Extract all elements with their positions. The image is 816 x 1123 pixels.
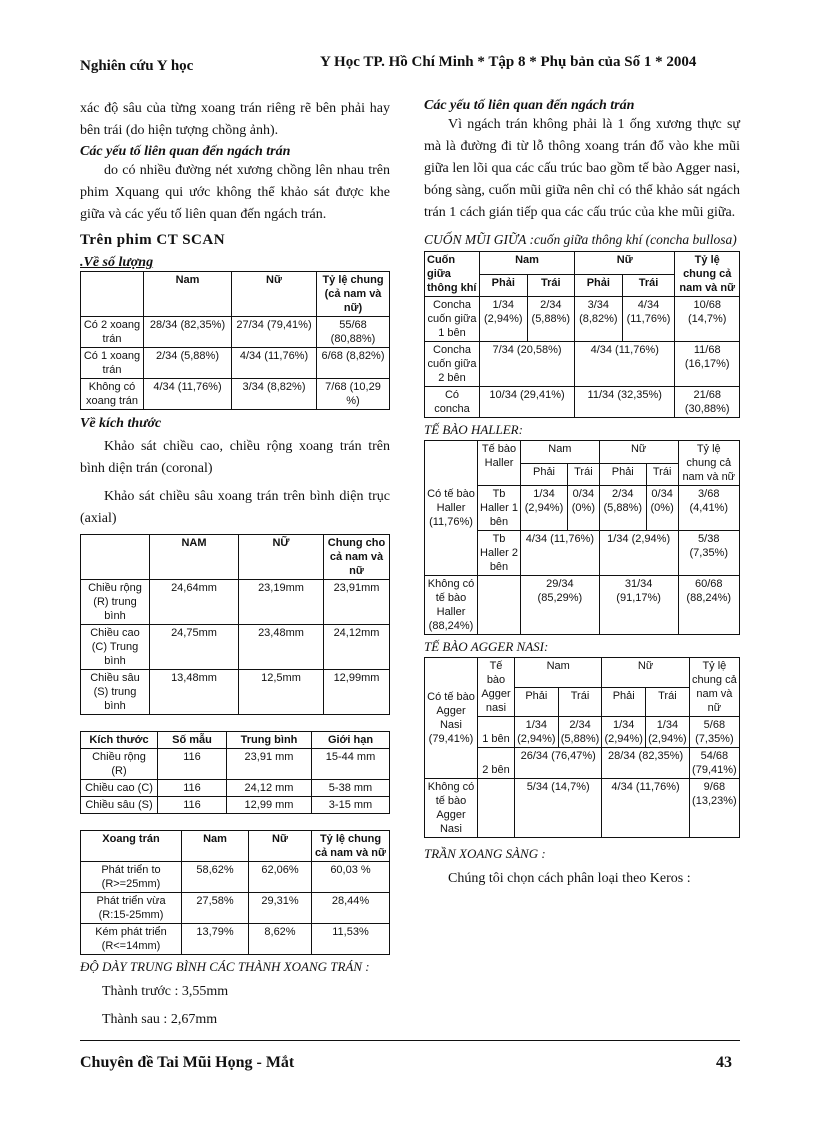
table-cell: 1/34 (2,94%): [515, 717, 559, 748]
table-cell: 54/68 (79,41%): [689, 748, 739, 779]
table-row: [81, 780, 390, 797]
table-cell: Không có tế bào Haller (88,24%): [425, 576, 478, 635]
running-header-right: Y Học TP. Hồ Chí Minh * Tập 8 * Phụ bản của Số 1 * 2004: [320, 54, 697, 70]
table-cell: 29/34 (85,29%): [521, 576, 600, 635]
table-cell: Phát triển to (R>=25mm): [81, 862, 182, 893]
table-cell: 29,31%: [249, 893, 312, 924]
table-cell: 21/68 (30,88%): [675, 387, 740, 418]
table-cell: [478, 576, 521, 635]
table-cell: 11/68 (16,17%): [675, 342, 740, 387]
table-cell: 11/34 (32,35%): [575, 387, 675, 418]
table-cell: 1/34 (2,94%): [646, 717, 690, 748]
table-cell: 23,91 mm: [227, 749, 312, 780]
page-number: 43: [716, 1054, 732, 1071]
paragraph: Khảo sát chiều sâu xoang trán trên bình diện trục (axial): [80, 489, 390, 526]
table-cell: Kém phát triển (R<=14mm): [81, 924, 182, 955]
section-heading: Về kích thước: [80, 416, 162, 431]
table-header: Trái: [622, 274, 675, 297]
table-cell: Có tế bào Agger Nasi (79,41%): [425, 658, 478, 779]
paragraph: Chúng tôi chọn cách phân loại theo Keros :: [448, 871, 691, 886]
table-header: Phải: [575, 274, 623, 297]
table-cell: Phát triển vừa (R:15-25mm): [81, 893, 182, 924]
table-cell: 55/68 (80,88%): [317, 317, 390, 348]
table-cell: Có concha: [425, 387, 480, 418]
table-cell: 12,5mm: [239, 670, 324, 715]
table-cell: 13,48mm: [150, 670, 239, 715]
table-header: Tế bào Haller: [478, 441, 521, 486]
table-cell: 4/34 (11,76%): [575, 342, 675, 387]
table-cell: 12,99mm: [324, 670, 390, 715]
table-cell: 2/34 (5,88%): [527, 297, 575, 342]
table-dimension-range: [80, 731, 390, 814]
table-header: Trái: [646, 687, 690, 717]
table-header: Nam: [182, 831, 249, 862]
table-cell: Chiều cao (C) Trung bình: [81, 625, 150, 670]
table-header: Xoang trán: [81, 831, 182, 862]
table-cell: Tb Haller 1 bên: [478, 486, 521, 531]
table-cell: 116: [158, 780, 227, 797]
section-heading: CUỐN MŨI GIỮA :cuốn giữa thông khí (concha bullosa): [424, 232, 737, 247]
table-row: [81, 379, 390, 410]
table-cell: 3/34 (8,82%): [575, 297, 623, 342]
table-cell: 1/34 (2,94%): [602, 717, 646, 748]
table-row: [81, 924, 390, 955]
section-heading: TRẦN XOANG SÀNG :: [424, 846, 546, 861]
table-cell: 24,64mm: [150, 580, 239, 625]
paragraph: Vì ngách trán không phải là 1 ống xương thực sự mà là đường đi từ lỗ thông xoang trán đổ vào khe mũi giữa len lõi qua các cấu trúc bao gồm tế bào Agger nasi, bóng sàng, cuốn mũi giữa nên chỉ có thể khảo sát ngách trán 1 cách gián tiếp qua các cấu trúc của khe mũi giữa.: [424, 117, 740, 220]
right-column: [424, 98, 740, 890]
table-cell: 24,75mm: [150, 625, 239, 670]
table-header: Phải: [515, 687, 559, 717]
table-header: Nữ: [602, 658, 689, 688]
table-cell: 2/34 (5,88%): [558, 717, 602, 748]
table-cell: 1/34 (2,94%): [599, 531, 678, 576]
table-header: Nam: [515, 658, 602, 688]
table-header: Trái: [568, 463, 600, 486]
table-cell: 3-15 mm: [312, 797, 390, 814]
table-cell: 5/68 (7,35%): [689, 717, 739, 748]
table-cell: 4/34 (11,76%): [602, 779, 689, 838]
table-cell: 116: [158, 797, 227, 814]
table-header: Kích thước: [81, 732, 158, 749]
table-cell: 23,91mm: [324, 580, 390, 625]
table-cell: [478, 779, 515, 838]
table-cell: Chiều rộng (R): [81, 749, 158, 780]
section-heading: .Về số lượng: [80, 255, 154, 270]
table-cell: 13,79%: [182, 924, 249, 955]
table-cell: 62,06%: [249, 862, 312, 893]
table-cell: 31/34 (91,17%): [599, 576, 678, 635]
table-cell: 116: [158, 749, 227, 780]
table-header: Trái: [558, 687, 602, 717]
table-cell: Có tế bào Haller (11,76%): [425, 486, 478, 576]
table-row: [425, 342, 740, 387]
table-cell: 27,58%: [182, 893, 249, 924]
table-header: Trái: [646, 463, 678, 486]
table-cell: Không có tế bào Agger Nasi: [425, 779, 478, 838]
table-cell: 3/34 (8,82%): [232, 379, 317, 410]
table-header: NỮ: [239, 535, 324, 580]
table-cell: 26/34 (76,47%): [515, 748, 602, 779]
table-header: Số mẫu: [158, 732, 227, 749]
table-cell: 15-44 mm: [312, 749, 390, 780]
table-cell: 27/34 (79,41%): [232, 317, 317, 348]
table-row: [81, 625, 390, 670]
table-cell: Tb Haller 2 bên: [478, 531, 521, 576]
section-heading: TẾ BÀO HALLER:: [424, 422, 523, 437]
table-row: [425, 387, 740, 418]
table-cell: Có 1 xoang trán: [81, 348, 144, 379]
table-header: Giới hạn: [312, 732, 390, 749]
table-cell: 2 bên: [478, 748, 515, 779]
table-header: Nam: [521, 441, 600, 464]
table-cell: Chiều sâu (S) trung bình: [81, 670, 150, 715]
table-cell: 6/68 (8,82%): [317, 348, 390, 379]
table-cell: 24,12 mm: [227, 780, 312, 797]
table-row: [425, 486, 740, 531]
table-header: [81, 272, 144, 317]
table-cell: 23,48mm: [239, 625, 324, 670]
paragraph: xác độ sâu của từng xoang trán riêng rẽ bên phải hay bên trái (do hiện tượng chồng ảnh).: [80, 101, 390, 138]
table-row: [81, 797, 390, 814]
table-cell: 0/34 (0%): [646, 486, 678, 531]
table-concha: [424, 251, 740, 418]
table-cell: 3/68 (4,41%): [678, 486, 740, 531]
table-cell: 1 bên: [478, 717, 515, 748]
table-header: Tỷ lệ chung cả nam và nữ: [678, 441, 740, 486]
table-cell: 4/34 (11,76%): [521, 531, 600, 576]
table-cell: 60/68 (88,24%): [678, 576, 740, 635]
table-row: [81, 862, 390, 893]
footer-rule: [80, 1040, 740, 1041]
table-cell: 0/34 (0%): [568, 486, 600, 531]
table-cell: 4/34 (11,76%): [232, 348, 317, 379]
table-cell: 7/68 (10,29 %): [317, 379, 390, 410]
table-cell: 1/34 (2,94%): [480, 297, 528, 342]
table-header: Nữ: [249, 831, 312, 862]
table-agger-nasi: [424, 657, 740, 838]
table-cell: Concha cuốn giữa 2 bên: [425, 342, 480, 387]
table-cell: Chiều rộng (R) trung bình: [81, 580, 150, 625]
table-cell: 28/34 (82,35%): [144, 317, 232, 348]
table-header: Tỷ lệ chung cả nam và nữ: [689, 658, 739, 717]
table-header: Phải: [599, 463, 646, 486]
table-cell: Chiều cao (C): [81, 780, 158, 797]
table-header: Phải: [480, 274, 528, 297]
table-row: [425, 779, 740, 838]
table-cell: 4/34 (11,76%): [144, 379, 232, 410]
table-cell: 28,44%: [312, 893, 390, 924]
table-row: [425, 297, 740, 342]
table-cell: 10/68 (14,7%): [675, 297, 740, 342]
table-development: [80, 830, 390, 955]
table-cell: 11,53%: [312, 924, 390, 955]
table-cell: Chiều sâu (S): [81, 797, 158, 814]
table-header: Phải: [602, 687, 646, 717]
section-heading: Trên phim CT SCAN: [80, 232, 226, 248]
section-heading: Các yếu tố liên quan đến ngách trán: [424, 98, 635, 113]
table-header: [81, 535, 150, 580]
text-line: Thành trước : 3,55mm: [102, 984, 229, 999]
table-cell: 2/34 (5,88%): [599, 486, 646, 531]
paragraph: Khảo sát chiều cao, chiều rộng xoang trán trên bình diện trán (coronal): [80, 439, 390, 476]
section-heading: Các yếu tố liên quan đến ngách trán: [80, 144, 291, 159]
table-cell: 23,19mm: [239, 580, 324, 625]
table-cell: 9/68 (13,23%): [689, 779, 739, 838]
table-header: Tỷ lệ chung cả nam và nữ: [312, 831, 390, 862]
table-header: Tỷ lệ chung (cả nam và nữ): [317, 272, 390, 317]
table-cell: 10/34 (29,41%): [480, 387, 575, 418]
table-row: [81, 893, 390, 924]
table-header: Tỷ lệ chung cả nam và nữ: [675, 252, 740, 297]
table-cell: 58,62%: [182, 862, 249, 893]
table-header: Nam: [480, 252, 575, 275]
table-cell: Không có xoang trán: [81, 379, 144, 410]
table-header: Phải: [521, 463, 568, 486]
table-header: Nữ: [232, 272, 317, 317]
table-header: Tế bào Agger nasi: [478, 658, 515, 717]
table-header: Nam: [144, 272, 232, 317]
table-cell: 2/34 (5,88%): [144, 348, 232, 379]
table-size: [80, 534, 390, 715]
table-header: Cuốn giữa thông khí: [425, 252, 480, 297]
section-heading: TẾ BÀO AGGER NASI:: [424, 639, 549, 654]
table-cell: 4/34 (11,76%): [622, 297, 675, 342]
table-row: [81, 670, 390, 715]
table-header: NAM: [150, 535, 239, 580]
table-cell: 1/34 (2,94%): [521, 486, 568, 531]
table-cell: Có 2 xoang trán: [81, 317, 144, 348]
footer-title: Chuyên đề Tai Mũi Họng - Mắt: [80, 1054, 295, 1071]
table-cell: 7/34 (20,58%): [480, 342, 575, 387]
table-cell: 60,03 %: [312, 862, 390, 893]
table-cell: 5/34 (14,7%): [515, 779, 602, 838]
table-cell: 28/34 (82,35%): [602, 748, 689, 779]
table-row: [81, 580, 390, 625]
running-header-left: Nghiên cứu Y học: [80, 58, 194, 74]
table-cell: 5/38 (7,35%): [678, 531, 740, 576]
table-cell: 12,99 mm: [227, 797, 312, 814]
table-header: Trái: [527, 274, 575, 297]
table-row: [81, 348, 390, 379]
table-cell: 24,12mm: [324, 625, 390, 670]
table-cell: 8,62%: [249, 924, 312, 955]
table-header: Nữ: [575, 252, 675, 275]
left-column: [80, 98, 390, 1031]
table-cell: Concha cuốn giữa 1 bên: [425, 297, 480, 342]
table-cell: [425, 441, 478, 486]
paragraph: do có nhiều đường nét xương chồng lên nhau trên phim Xquang qui ước không thể khảo sát được khe giữa và các yếu tố liên quan đến ngách trán.: [80, 163, 390, 222]
table-row: [81, 317, 390, 348]
table-cell: 5-38 mm: [312, 780, 390, 797]
table-header: Nữ: [599, 441, 678, 464]
table-count: [80, 271, 390, 410]
text-line: Thành sau : 2,67mm: [102, 1012, 218, 1027]
table-haller: [424, 440, 740, 635]
table-row: [81, 749, 390, 780]
table-header: Trung bình: [227, 732, 312, 749]
section-heading: ĐỘ DÀY TRUNG BÌNH CÁC THÀNH XOANG TRÁN :: [80, 959, 370, 974]
table-row: [425, 576, 740, 635]
table-header: Chung cho cả nam và nữ: [324, 535, 390, 580]
